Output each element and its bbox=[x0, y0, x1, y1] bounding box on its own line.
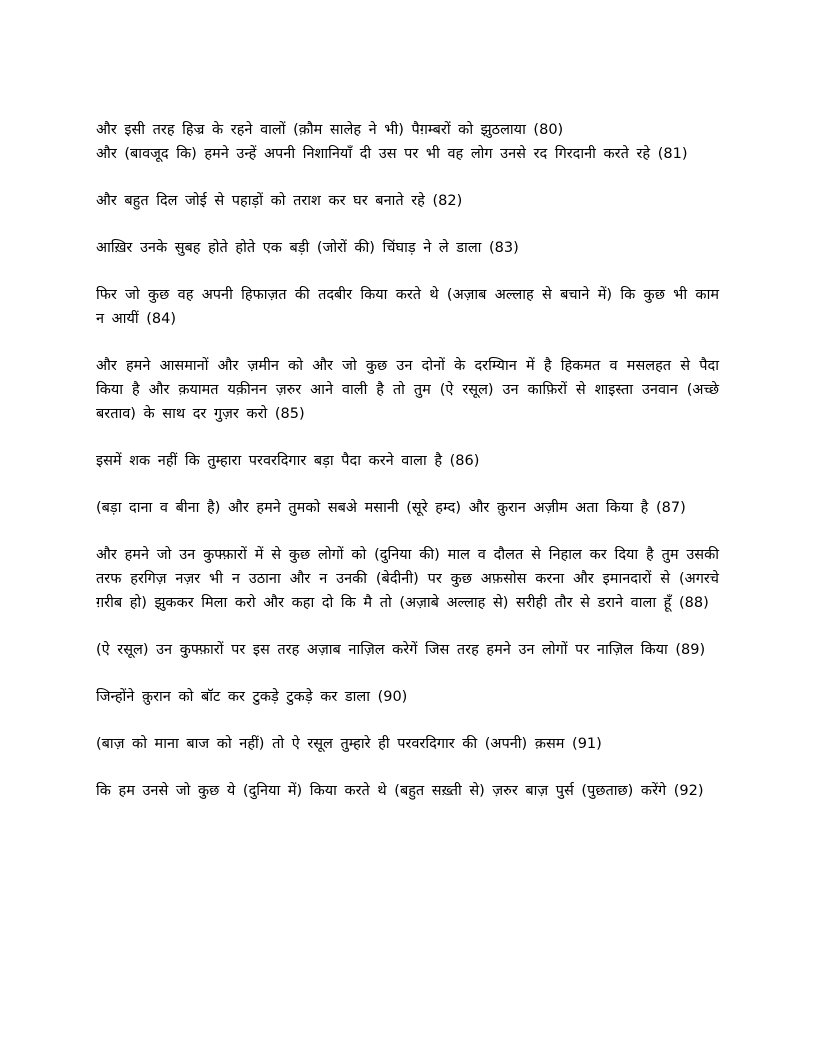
verse-91: (बाज़ को माना बाज को नहीं) तो ऐ रसूल तुम्हारे ही परवरदिगार की (अपनी) क़सम (91) bbox=[96, 736, 602, 752]
verse-84: फिर जो कुछ वह अपनी हिफाज़त की तदबीर किया करते थे (अज़ाब अल्लाह से बचाने में) कि कुछ भी काम न आयीं (84) bbox=[96, 287, 719, 327]
verse-86: इसमें शक नहीं कि तुम्हारा परवरदिगार बड़ा पैदा करने वाला है (86) bbox=[96, 453, 480, 469]
verse-92: कि हम उनसे जो कुछ ये (दुनिया में) किया करते थे (बहुत सख़्ती से) ज़रुर बाज़ पुर्स (पुछताछ) करेंगे (92) bbox=[96, 783, 704, 799]
verse-82: और बहुत दिल जोई से पहाड़ों को तराश कर घर बनाते रहे (82) bbox=[96, 193, 463, 209]
verse-83: आख़िर उनके सुबह होते होते एक बड़ी (जोरों की) चिंघाड़ ने ले डाला (83) bbox=[96, 240, 519, 256]
document-page bbox=[96, 118, 719, 826]
verse-85: और हमने आसमानों और ज़मीन को और जो कुछ उन दोनों के दरम्यिान में है हिकमत व मसलहत से पैदा किया है और क़यामत यक़ीनन ज़रुर आने वाली है तो तुम (ऐ रसूल) उन काफ़िरों से शाइस्ता उनवान (अच्छे बरताव) के साथ दर गुज़र करो (85) bbox=[96, 358, 719, 422]
verse-87: (बड़ा दाना व बीना है) और हमने तुमको सबअे मसानी (सूरे हम्द) और क़ुरान अज़ीम अता किया है (87) bbox=[96, 500, 686, 516]
verse-89: (ऐ रसूल) उन कुफ्फ़ारों पर इस तरह अज़ाब नाज़िल करेगें जिस तरह हमने उन लोगों पर नाज़िल किया (89) bbox=[96, 642, 706, 658]
verse-88: और हमने जो उन कुफ्फ़ारों में से कुछ लोगों को (दुनिया की) माल व दौलत से निहाल कर दिया है तुम उसकी तरफ हरगिज़ नज़र भी न उठाना और न उनकी (बेदीनी) पर कुछ अफ़सोस करना और इमानदारों से (अगरचे ग़रीब हो) झुककर मिला करो और कहा दो कि मै तो (अज़ाबे अल्लाह से) सरीही तौर से डराने वाला हूँ (88) bbox=[96, 547, 719, 611]
verse-80: और इसी तरह हिज्र के रहने वालों (क़ौम सालेह ने भी) पैग़म्बरों को झुठलाया (80) bbox=[96, 122, 564, 138]
verse-90: जिन्होंने क़ुरान को बॉट कर टुकड़े टुकड़े कर डाला (90) bbox=[96, 689, 408, 705]
verse-81: और (बावजूद कि) हमने उन्हें अपनी निशानियाँ दी उस पर भी वह लोग उनसे रद गिरदानी करते रहे (81) bbox=[96, 146, 688, 162]
